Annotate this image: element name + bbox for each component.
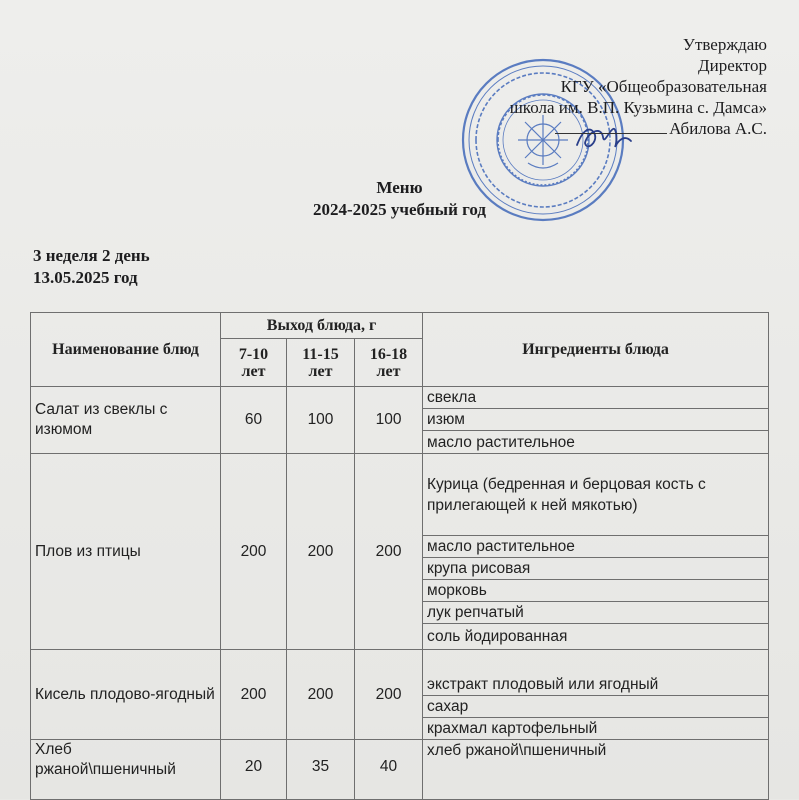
director-name: Абилова А.С. [669, 119, 767, 138]
approval-line-3: КГУ «Общеобразовательная [560, 77, 767, 96]
ingredient: крупа рисовая [423, 558, 769, 580]
header-age-7-10: 7-10 лет [221, 339, 287, 387]
ingredient: масло растительное [423, 536, 769, 558]
header-age-11-15: 11-15 лет [287, 339, 355, 387]
yield-age-7-10: 60 [221, 387, 287, 454]
dish-name: Плов из птицы [31, 454, 221, 650]
ingredient: хлеб ржаной\пшеничный [423, 740, 769, 800]
ingredient: морковь [423, 580, 769, 602]
ingredient: крахмал картофельный [423, 718, 769, 740]
week-day: 3 неделя 2 день [33, 246, 150, 265]
ingredient: масло растительное [423, 431, 769, 454]
approval-line-2: Директор [698, 56, 767, 75]
yield-age-16-18: 200 [355, 650, 423, 740]
yield-age-7-10: 20 [221, 740, 287, 800]
yield-age-16-18: 100 [355, 387, 423, 454]
dish-name: Салат из свеклы с изюмом [31, 387, 221, 454]
ingredient: сахар [423, 696, 769, 718]
yield-age-11-15: 100 [287, 387, 355, 454]
yield-age-16-18: 200 [355, 454, 423, 650]
yield-age-16-18: 40 [355, 740, 423, 800]
title-line-2: 2024-2025 учебный год [312, 200, 487, 219]
yield-age-11-15: 35 [287, 740, 355, 800]
dish-name: Хлеб ржаной\пшеничный [31, 740, 221, 800]
header-ingredients: Ингредиенты блюда [423, 313, 769, 387]
yield-age-7-10: 200 [221, 454, 287, 650]
ingredient: соль йодированная [423, 624, 769, 650]
yield-age-11-15: 200 [287, 650, 355, 740]
header-age-16-18: 16-18 лет [355, 339, 423, 387]
menu-date: 13.05.2025 год [33, 268, 138, 287]
header-yield: Выход блюда, г [221, 313, 423, 339]
approval-line-1: Утверждаю [682, 35, 767, 54]
title-line-1: Меню [376, 178, 423, 197]
yield-age-7-10: 200 [221, 650, 287, 740]
approval-block [510, 34, 767, 139]
ingredient: лук репчатый [423, 602, 769, 624]
table-row [31, 454, 769, 536]
table-row [31, 387, 769, 409]
ingredient: свекла [423, 387, 769, 409]
document-title [0, 177, 799, 221]
ingredient: Курица (бедренная и берцовая кость с прилегающей к ней мякотью) [423, 454, 769, 536]
day-info [33, 245, 150, 289]
ingredient: изюм [423, 409, 769, 431]
yield-age-11-15: 200 [287, 454, 355, 650]
signature-line [555, 119, 667, 134]
approval-line-5 [510, 118, 767, 139]
dish-name: Кисель плодово-ягодный [31, 650, 221, 740]
header-dish-name: Наименование блюд [31, 313, 221, 387]
approval-line-4: школа им. В.П. Кузьмина с. Дамса» [509, 98, 767, 117]
menu-table [30, 312, 769, 800]
ingredient: экстракт плодовый или ягодный [423, 650, 769, 696]
table-row [31, 650, 769, 696]
table-row [31, 740, 769, 800]
